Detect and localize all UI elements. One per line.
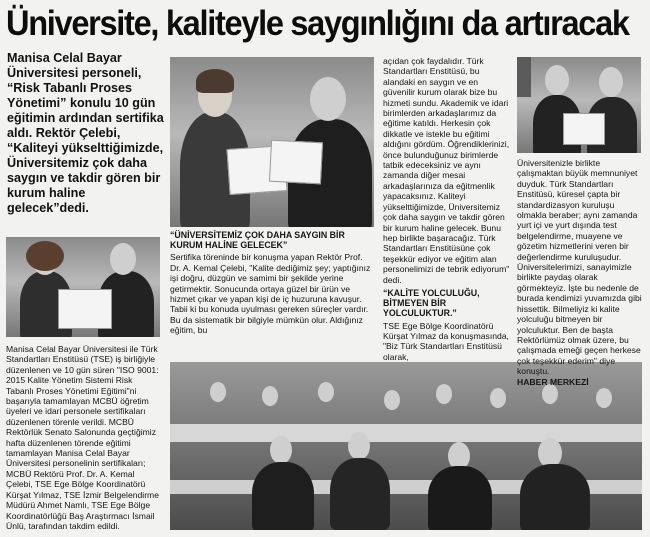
column-1: [6, 344, 162, 531]
column-3-body-2: TSE Ege Bölge Koordinatörü Kürşat Yılmaz da konuşmasında, "Biz Türk Standartları Enstitüsü olarak,: [383, 320, 509, 362]
column-3-subhead: “KALİTE YOLCULUĞU, BİTMEYEN BİR YOLCULUKTUR.”: [383, 287, 480, 319]
column-3-body-1: açıdan çok faydalıdır. Türk Standartları Enstitüsü, bu alandaki en saygın ve en güvenilir kurum olarak bize bu hizmeti sundu. Akademik ve idari birimlerden arkadaşlarımız da eğitime katıldı. Herkesin çok dikkatle ve istekle bu eğitimi aldığını gördüm. Öğrendiklerinizi, önce bulunduğunuz birimlerde tatbik edeceksiniz ve aynı zamanda diğer mesai arkadaşlarınıza da eğitmenlik yapacaksınız. Kaliteyi yükselttiğimizde, Üniversitemiz çok daha saygın ve takdir gören bir kurum haline gelecek. Bunu hep birlikte başaracağız. Türk Standartları Enstitüsüne çok teşekkür ediyor ve eğitim alan personelimizi de tebrik ediyorum" dedi.: [383, 56, 510, 285]
column-1-body: Manisa Celal Bayar Üniversitesi ile Türk Standartları Enstitüsü (TSE) iş birliğiyle düzenlenen ve 10 gün süren "ISO 9001: 2015 Kalite Yönetim Sistemi Risk Tabanlı Proses Yönetimi Eğitimi"ni başarıyla tamamlayan MCBÜ öğretim üyeleri ve idari personele sertifikaları düzenlenen törenle verildi. MCBÜ Rektörlük Senato Salonunda geçtiğimiz hafta düzenlenen törende eğitimi tamamlayan Manisa Celal Bayar Üniversitesi personelinin sertifikaları; MCBÜ Rektörü Prof. Dr. A. Kemal Çelebi, TSE Ege Bölge Koordinatörü Kürşat Yılmaz, TSE İzmir Belgelendirme Müdürü Ahmet Namlı, TSE Ege Bölge Koordinatörlüğü Baş Araştırmacı İsmail Ünlü, tarafından takdim edildi.: [6, 344, 159, 531]
column-2: [170, 230, 374, 336]
column-4: [517, 158, 643, 387]
column-2-body: Sertifika töreninde bir konuşma yapan Rektör Prof. Dr. A. Kemal Çelebi, "Kalite dediğimiz şey; yaptığınız işi doğru, düzgün ve samimi bir şekilde yerine getirmektir. Sonucunda ortaya güzel bir ürün ve hizmet çıkar ve yapan kişi de iç huzuruna kavuşur. Tabii ki bu konuda uyulması gereken süreçler vardır. Bu da sistematik bir bilgiyle mümkün olur. Aldığınız eğitim, bu: [170, 252, 371, 336]
signoff: HABER MERKEZİ: [517, 376, 589, 387]
photo-two-officials: [517, 57, 641, 153]
photo-certificate-presentation: [170, 57, 374, 227]
headline: Üniversite, kaliteyle saygınlığını da artıracak: [6, 4, 629, 43]
column-3: [383, 56, 511, 362]
photo-audience: [170, 362, 642, 530]
column-4-body: Üniversitenizle birlikte çalışmaktan büyük memnuniyet duyduk. Türk Standartları Enstitüsü, küresel çapta bir standardizasyon kuruluşu olmakla beraber; aynı zamanda yurt içi ve yurt dışında test belgelendirme, muayene ve gözetim hizmetlerini veren bir değerlendirme kuruluşudur. Üniversitelerimizi, sanayimizle birlikte paydaş olarak görmekteyiz. İşte bu nedenle de burada kendimizi yuvamızda gibi hissettik. Bilmeliyiz ki kalite yolculuğu bitmeyen bir yolculuktur. Ben de başta Rektörlümüz olmak üzere, bu çalışmada emeği geçen herkese çok teşekkür ederim" diye konuştu.: [517, 158, 642, 377]
lead-paragraph: Manisa Celal Bayar Üniversitesi personeli, “Risk Tabanlı Proses Yönetimi” konulu 10 gün eğitimin ardından sertifika aldı. Rektör Çelebi, “Kaliteyi yükselttiğimizde, Üniversitemiz çok daha saygın ve takdir gören bir kurum haline gelecek”dedi.: [7, 51, 164, 215]
column-2-subhead: “ÜNİVERSİTEMİZ ÇOK DAHA SAYGIN BİR KURUM HALİNE GELECEK”: [170, 230, 345, 251]
photo-certificate-left: [6, 237, 160, 337]
